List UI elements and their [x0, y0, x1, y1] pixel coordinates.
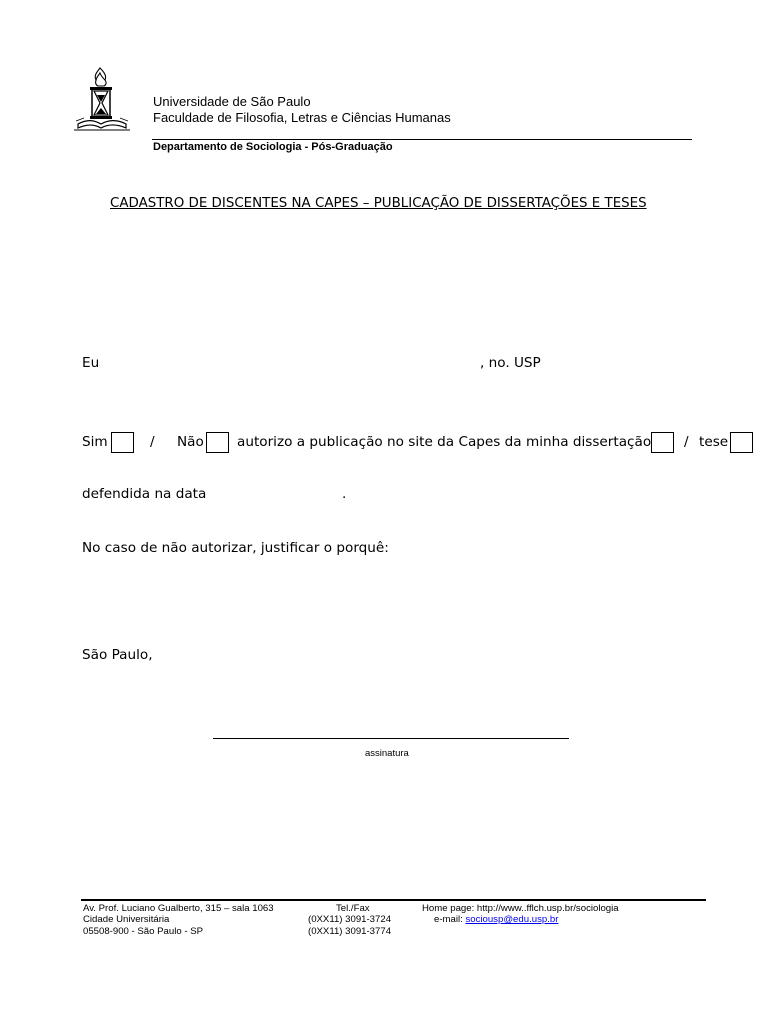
- faculty-name: Faculdade de Filosofia, Letras e Ciências Humanas: [153, 110, 451, 125]
- header-divider: [152, 139, 692, 140]
- tese-checkbox[interactable]: [730, 432, 753, 453]
- footer-divider: [81, 899, 706, 901]
- slash-separator: /: [684, 434, 689, 450]
- signature-label: assinatura: [365, 748, 409, 759]
- tel-number: (0XX11) 3091-3774: [308, 926, 392, 937]
- email-label: e-mail:: [434, 914, 466, 925]
- no-usp-label: , no. USP: [480, 355, 541, 371]
- slash-separator: /: [150, 434, 155, 450]
- form-title: CADASTRO DE DISCENTES NA CAPES – PUBLICAÇÃO DE DISSERTAÇÕES E TESES: [110, 196, 647, 211]
- sim-label: Sim: [82, 434, 108, 450]
- autorizo-text: autorizo a publicação no site da Capes da minha dissertação: [237, 434, 652, 450]
- defendida-label: defendida na data: [82, 486, 207, 502]
- nao-checkbox[interactable]: [206, 432, 229, 453]
- date-period: .: [342, 486, 347, 502]
- usp-crest-hourglass-icon: [72, 66, 134, 134]
- tel-number: (0XX11) 3091-3724: [308, 914, 392, 925]
- dissertacao-checkbox[interactable]: [651, 432, 674, 453]
- email-line: [434, 914, 558, 926]
- address-line: 05508-900 - São Paulo - SP: [83, 926, 204, 937]
- sim-checkbox[interactable]: [111, 432, 134, 453]
- tel-fax-label: Tel./Fax: [336, 903, 370, 914]
- nao-label: Não: [177, 434, 204, 450]
- address-line: Av. Prof. Luciano Gualberto, 315 – sala 1063: [83, 903, 274, 914]
- sao-paulo-label: São Paulo,: [82, 647, 153, 663]
- address-line: Cidade Universitária: [83, 914, 170, 925]
- department-name: Departamento de Sociologia - Pós-Graduação: [153, 141, 393, 153]
- university-name: Universidade de São Paulo: [153, 94, 311, 109]
- homepage-text: Home page: http://www..fflch.usp.br/sociologia: [422, 903, 619, 914]
- tese-label: tese: [699, 434, 729, 450]
- justificar-label: No caso de não autorizar, justificar o porquê:: [82, 540, 389, 556]
- eu-label: Eu: [82, 355, 100, 371]
- signature-line: [213, 738, 569, 739]
- email-link[interactable]: sociousp@edu.usp.br: [465, 914, 559, 925]
